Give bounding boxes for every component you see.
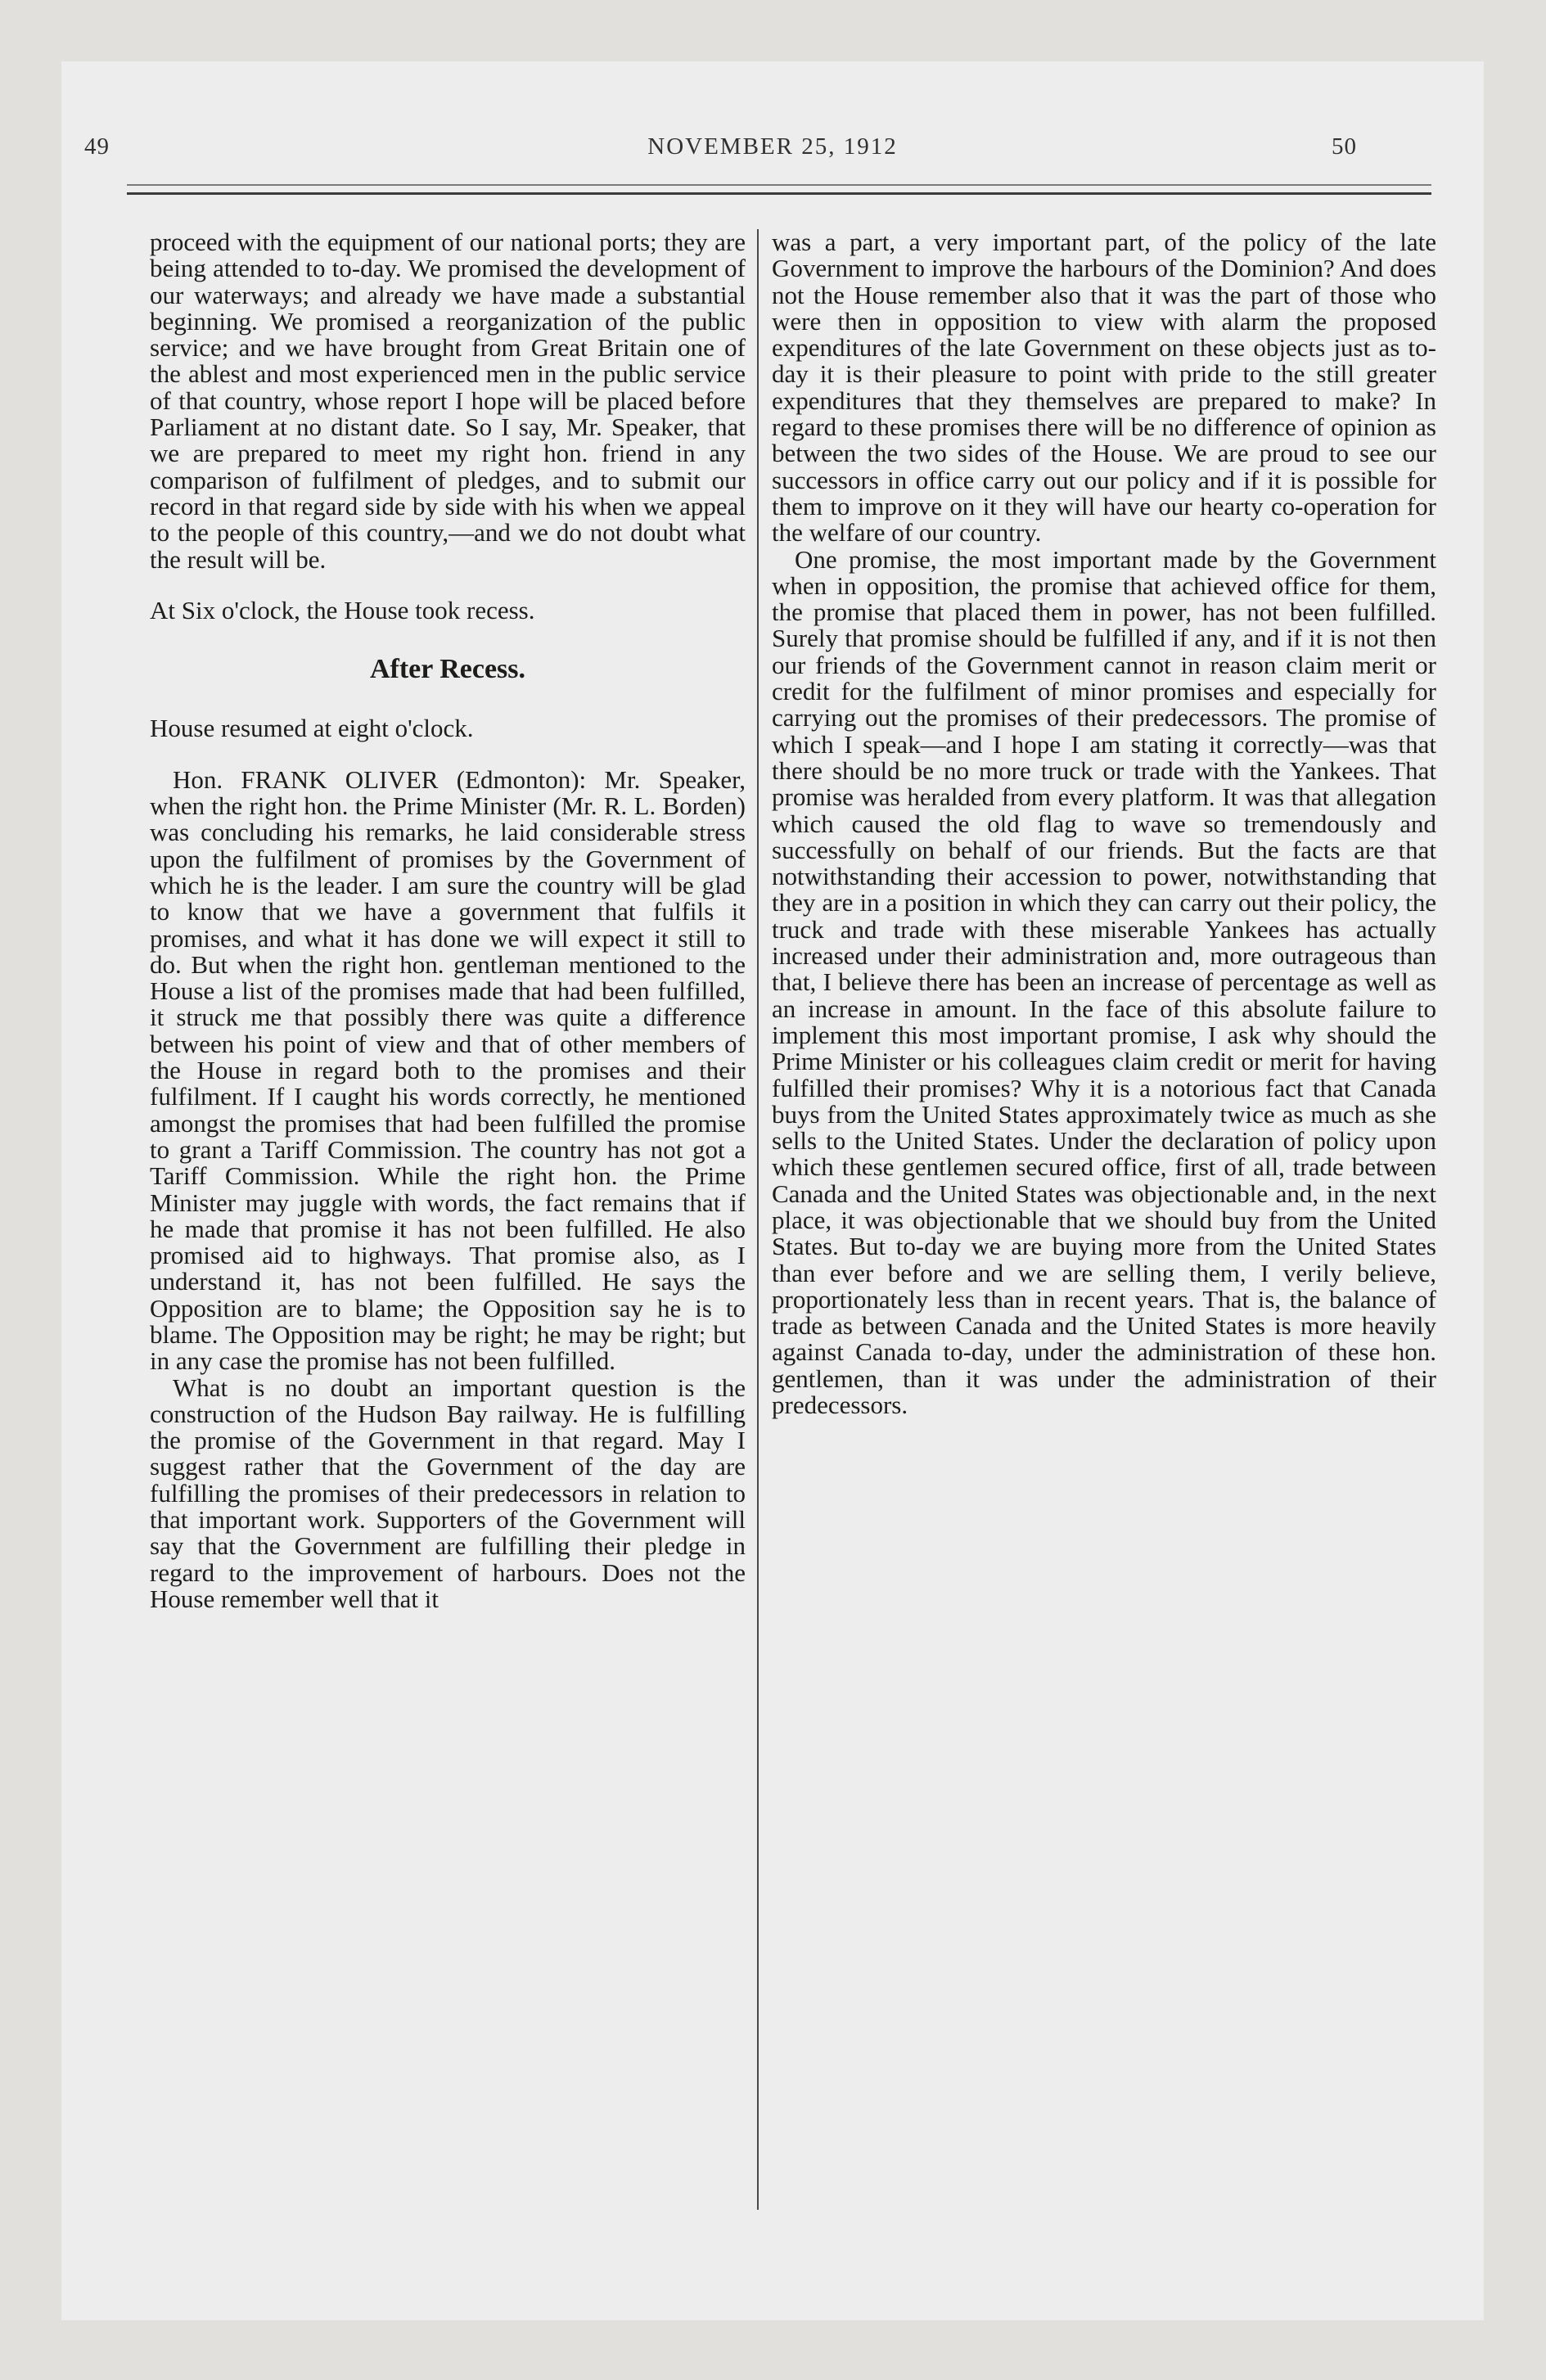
right-paragraph-2: One promise, the most important made by the Government when in opposition, the promise that achieved office for them, the promise that placed them in power, has not been fulfilled. Surely that promise should be fulfilled if any, and if it is not then our friends of the Government cannot in reason claim merit or credit for the fulfilment of minor promises and especially for carrying out the promises of their predecessors. The promise of which I speak—and I hope I am stating it correctly—was that there should be no more truck or trade with the Yankees. That promise was heralded from every platform. It was that allegation which caused the old flag to wave so tremendously and successfully on behalf of our friends. But the facts are that notwithstanding their accession to power, notwithstanding that they are in a position in which they can carry out their policy, the truck and trade with these miserable Yankees has actually increased under their administration and, more outrageous than that, I believe there has been an increase of percentage as well as an increase in amount. In the face of this absolute failure to implement this most important promise, I ask why should the Prime Minister or his colleagues claim credit or merit for having fulfilled their promises? Why it is a notorious fact that Canada buys from the United States approximately twice as much as she sells to the United States. Under the declaration of policy upon which these gentlemen secured office, first of all, trade between Canada and the United States was objectionable and, in the next place, it was objectionable that we should buy from the United States. But to-day we are buying more from the United States than ever before and we are selling them, I verily believe, proportionately less than in recent years. That is, the balance of trade as between Canada and the United States is more heavily against Canada to-day, under the administration of these hon. gentlemen, than it was under the administration of their predecessors. (772, 544, 1436, 1420)
page-header (61, 133, 1484, 174)
left-column (150, 229, 746, 1612)
recess-notice: At Six o'clock, the House took recess. (150, 595, 535, 624)
header-rule-thin (127, 184, 1431, 186)
left-paragraph-3: What is no doubt an important question is the construction of the Hudson Bay railway. He is fulfilling the promise of the Government in that regard. May I suggest rather that the Government of the day are fulfilling the promises of their predecessors in relation to that important work. Supporters of the Government will say that the Government are fulfilling their pledge in regard to the improvement of harbours. Does not the House remember well that it (150, 1373, 746, 1613)
column-divider (757, 229, 759, 2210)
resumed-notice: House resumed at eight o'clock. (150, 714, 474, 743)
page-sheet (61, 61, 1484, 2320)
left-page-number: 49 (84, 133, 110, 160)
right-column (772, 229, 1436, 1418)
left-paragraph-1: proceed with the equipment of our national ports; they are being attended to to-day. We promised the development of our waterways; and already we have made a substantial beginning. We promised a reorganization of the public service; and we have brought from Great Britain one of the ablest and most experienced men in the public service of that country, whose report I hope will be placed before Parliament at no distant date. So I say, Mr. Speaker, that we are prepared to meet my right hon. friend in any comparison of fulfilment of pledges, and to submit our record in that regard side by side with his when we appeal to the people of this country,—and we do not doubt what the result will be. (150, 228, 746, 574)
right-paragraph-1: was a part, a very important part, of the policy of the late Government to improve the harbours of the Dominion? And does not the House remember also that it was the part of those who were then in opposition to view with alarm the proposed expenditures of the late Government on these objects just as to-day it is their pleasure to point with pride to the still greater expenditures that they themselves are prepared to make? In regard to these promises there will be no difference of opinion as between the two sides of the House. We are proud to see our successors in office carry out our policy and if it is possible for them to improve on it they will have our hearty co-operation for the welfare of our country. (772, 228, 1436, 548)
header-rule-thick (127, 192, 1431, 195)
left-paragraph-2: Hon. FRANK OLIVER (Edmonton): Mr. Speaker, when the right hon. the Prime Minister (Mr. R. L. Borden) was concluding his remarks, he laid considerable stress upon the fulfilment of promises by the Government of which he is the leader. I am sure the country will be glad to know that we have a government that fulfils it promises, and what it has done we will expect it still to do. But when the right hon. gentleman mentioned to the House a list of the promises made that had been fulfilled, it struck me that possibly there was quite a difference between his point of view and that of other members of the House in regard both to the promises and their fulfilment. If I caught his words correctly, he mentioned amongst the promises that had been fulfilled the promise to grant a Tariff Commission. The country has not got a Tariff Commission. While the right hon. the Prime Minister may juggle with words, the fact remains that if he made that promise it has not been fulfilled. He also promised aid to highways. That promise also, as I understand it, has not been fulfilled. He says the Opposition are to blame; the Opposition say he is to blame. The Opposition may be right; he may be right; but in any case the promise has not been fulfilled. (150, 764, 746, 1376)
after-recess-heading: After Recess. (369, 654, 526, 685)
right-page-number: 50 (1332, 133, 1357, 160)
header-date: NOVEMBER 25, 1912 (647, 133, 898, 160)
